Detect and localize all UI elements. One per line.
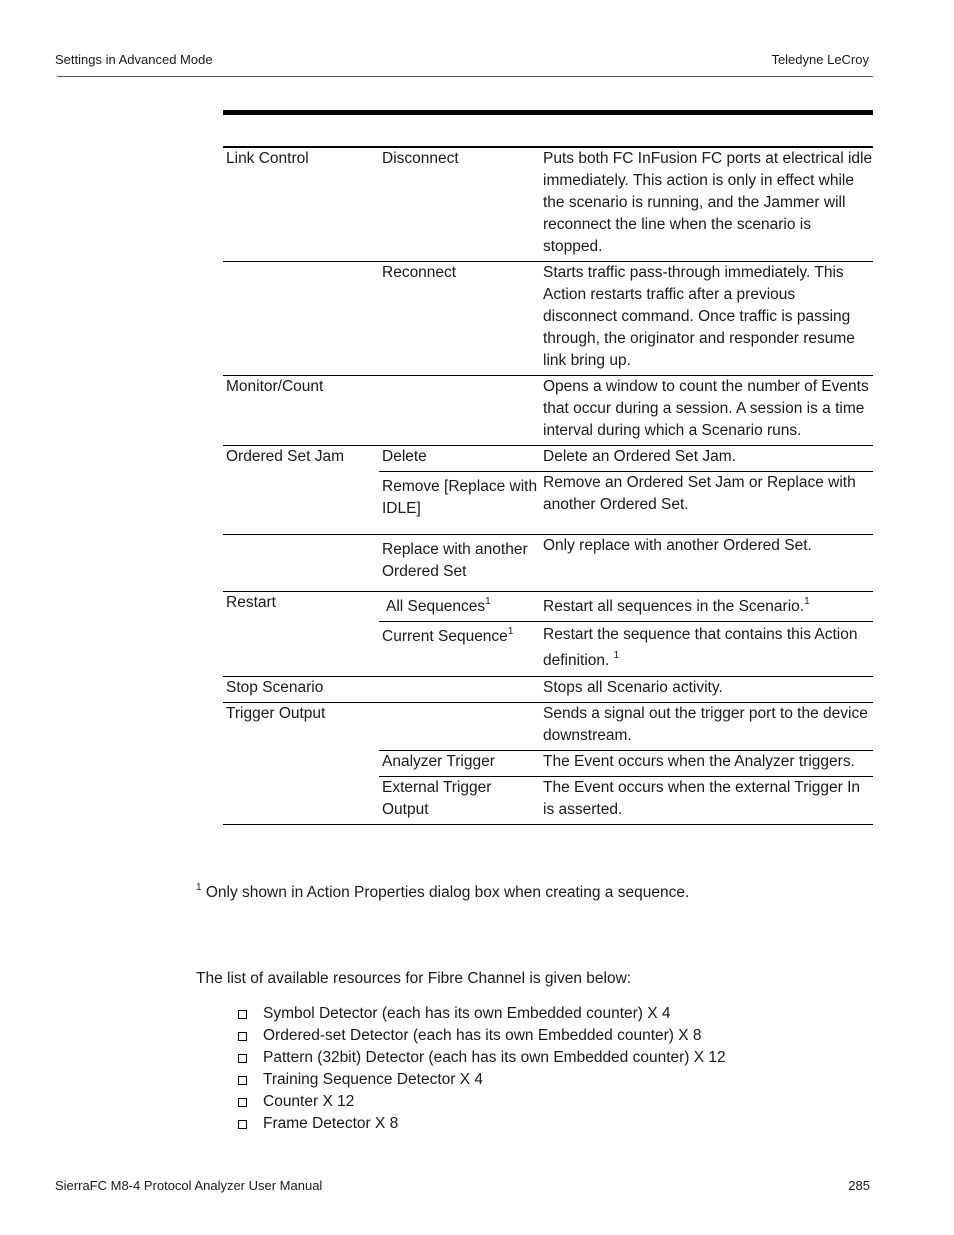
action-category [223,777,379,825]
list-item: Counter X 12 [238,1091,726,1113]
list-item: Frame Detector X 8 [238,1113,726,1135]
action-option [379,376,540,446]
action-category: Link Control [223,147,379,262]
checkbox-bullet-icon [238,1076,247,1085]
action-option: Current Sequence$^1$ [379,622,540,677]
footnote-text: Only shown in Action Properties dialog box when creating a sequence. [201,884,690,901]
action-category [223,535,379,592]
action-category [223,751,379,777]
action-description: Sends a signal out the trigger port to the device downstream. [540,703,873,751]
action-category: Stop Scenario [223,677,379,703]
running-header-company: Teledyne LeCroy [771,52,869,67]
action-category [223,262,379,376]
action-category: Restart [223,592,379,622]
table-row [223,262,873,376]
list-item: Pattern (32bit) Detector (each has its own Embedded counter) X 12 [238,1047,726,1069]
action-option: Delete [379,446,540,472]
table-top-bar [223,110,873,115]
footnote-mark: 1 [507,626,514,637]
running-footer-title: SierraFC M8-4 Protocol Analyzer User Manual [55,1178,323,1193]
table-row [223,446,873,472]
resources-list [238,1003,726,1135]
table-row [223,592,873,622]
action-category: Monitor/Count [223,376,379,446]
checkbox-bullet-icon [238,1010,247,1019]
action-description: Restart the sequence that contains this Action definition. $^1$ [540,622,873,677]
footnote-mark: 1 [196,882,202,893]
action-description: Restart all sequences in the Scenario.$^1$ [540,592,873,622]
table-row [223,376,873,446]
running-header-title: Settings in Advanced Mode [55,52,213,67]
table-row [223,622,873,677]
action-option: Reconnect [379,262,540,376]
action-option [379,677,540,703]
page-number: 285 [848,1178,870,1193]
action-description: Stops all Scenario activity. [540,677,873,703]
list-item: Symbol Detector (each has its own Embedded counter) X 4 [238,1003,726,1025]
checkbox-bullet-icon [238,1032,247,1041]
action-category: Ordered Set Jam [223,446,379,472]
table-row [223,472,873,535]
action-category [223,472,379,535]
action-description: The Event occurs when the Analyzer triggers. [540,751,873,777]
resources-intro: The list of available resources for Fibre Channel is given below: [196,970,632,987]
checkbox-bullet-icon [238,1054,247,1063]
header-divider [57,76,873,77]
action-category: Trigger Output [223,703,379,751]
footnote-mark: 1 [485,596,491,607]
action-category [223,622,379,677]
action-description: The Event occurs when the external Trigger In is asserted. [540,777,873,825]
table-row [223,677,873,703]
footnote-mark: 1 [613,650,620,661]
action-description: Opens a window to count the number of Events that occur during a session. A session is a time interval during which a Scenario runs. [540,376,873,446]
action-option: Replace with another Ordered Set [379,535,540,592]
action-option: Disconnect [379,147,540,262]
action-option: Analyzer Trigger [379,751,540,777]
action-description: Puts both FC InFusion FC ports at electrical idle immediately. This action is only in effect while the scenario is running, and the Jammer will reconnect the line when the scenario is stopped. [540,147,873,262]
table-row [223,777,873,825]
action-option: All Sequences$^1$ [379,592,540,622]
actions-table [223,146,873,825]
footnote-mark: 1 [804,596,810,607]
action-description: Starts traffic pass-through immediately. This Action restarts traffic after a previous disconnect command. Once traffic is passing through, the originator and responder resume link bring up. [540,262,873,376]
action-option: External Trigger Output [379,777,540,825]
table-row [223,535,873,592]
table-footnote [196,884,689,902]
action-option: Remove [Replace with IDLE] [379,472,540,535]
checkbox-bullet-icon [238,1098,247,1107]
checkbox-bullet-icon [238,1120,247,1129]
list-item: Ordered-set Detector (each has its own Embedded counter) X 8 [238,1025,726,1047]
action-description: Delete an Ordered Set Jam. [540,446,873,472]
list-item: Training Sequence Detector X 4 [238,1069,726,1091]
table-row [223,751,873,777]
action-description: Remove an Ordered Set Jam or Replace with another Ordered Set. [540,472,873,535]
table-row [223,147,873,262]
action-description: Only replace with another Ordered Set. [540,535,873,592]
table-row [223,703,873,751]
action-option [379,703,540,751]
